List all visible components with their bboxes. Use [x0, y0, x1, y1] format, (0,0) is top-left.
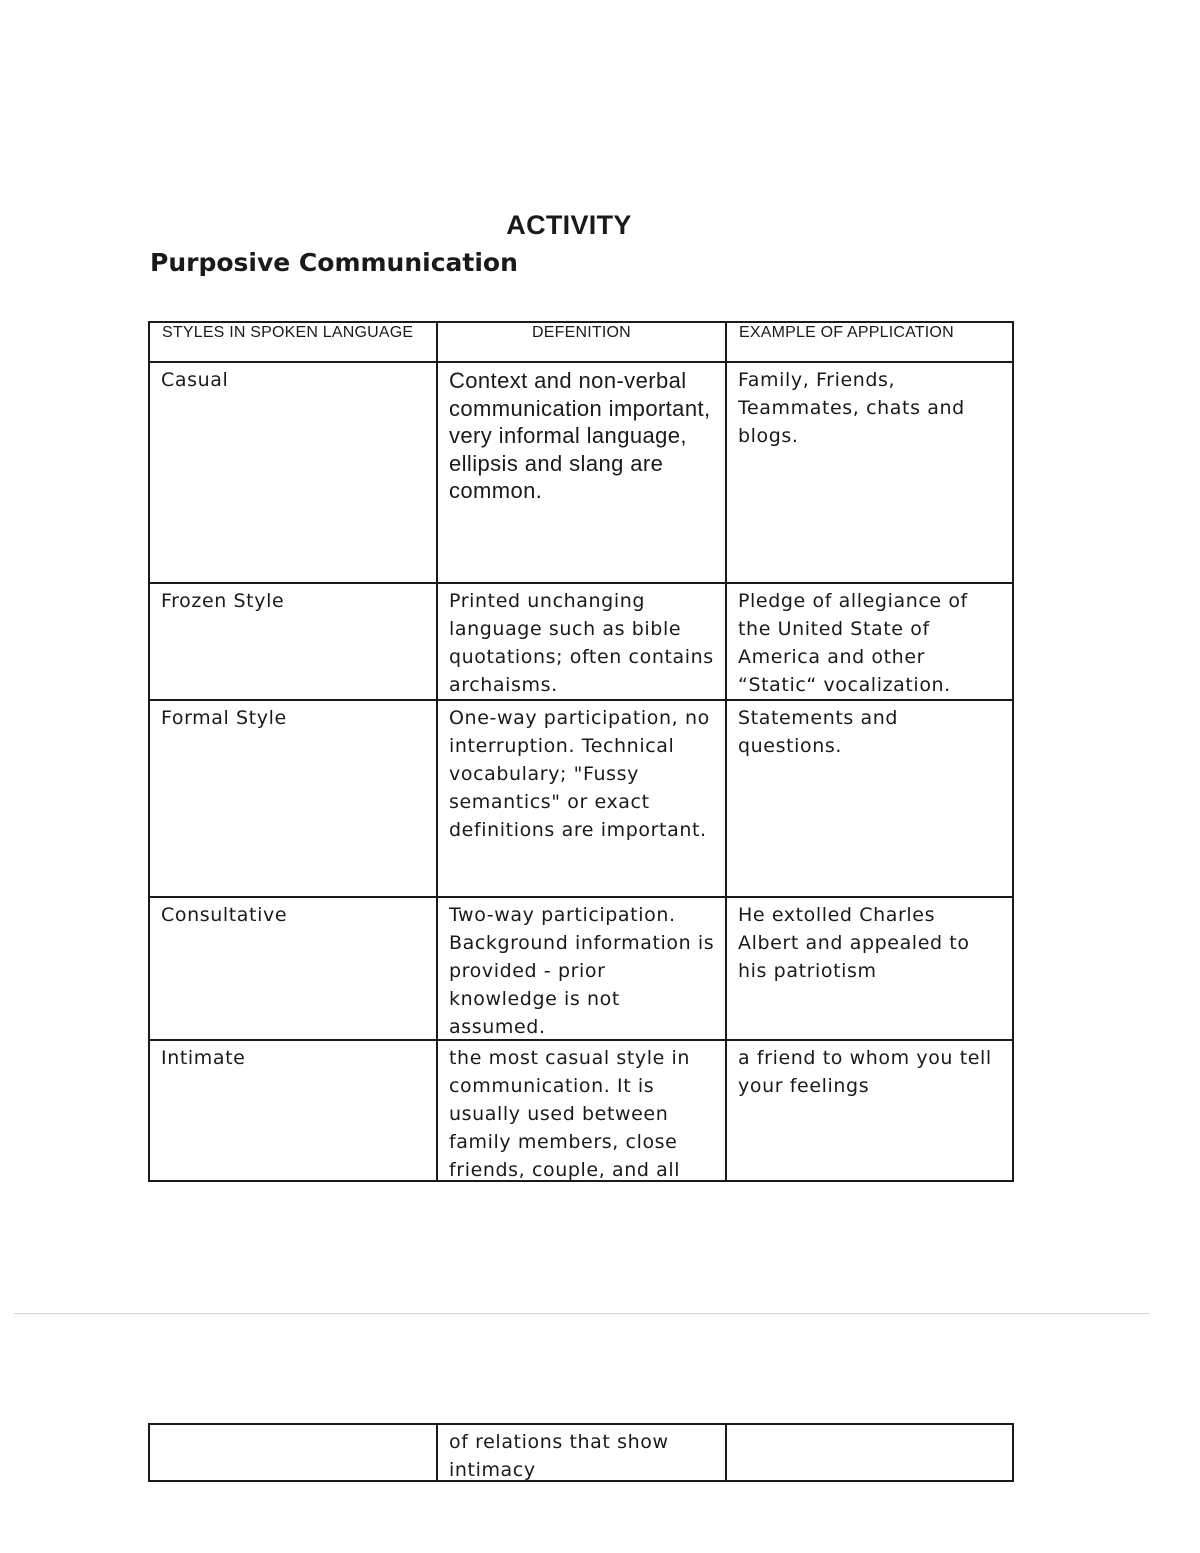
example-text: Pledge of allegiance of the United State of America and other “Static“ vocalization.: [738, 590, 968, 696]
style-cell: [149, 1040, 437, 1181]
definition-text: of relations that show intimacy: [449, 1431, 669, 1480]
definition-text: the most casual style in communication. It is usually used between family members, close friends, couple, and all: [449, 1047, 691, 1180]
style-cell: [149, 1424, 437, 1481]
style-name: Formal Style: [161, 707, 287, 729]
style-name: Casual: [161, 369, 229, 391]
header-definition: [437, 322, 726, 362]
example-cell: [726, 583, 1013, 700]
example-text: He extolled Charles Albert and appealed to his patriotism: [738, 904, 970, 982]
header-styles-label: STYLES IN SPOKEN LANGUAGE: [162, 324, 414, 341]
example-text: [727, 1425, 1012, 1428]
style-name: Consultative: [161, 904, 288, 926]
definition-text: One-way participation, no interruption. Technical vocabulary; "Fussy semantics" or exact definitions are important.: [449, 707, 710, 841]
example-text: Statements and questions.: [738, 707, 899, 757]
header-definition-label: DEFENITION: [532, 324, 631, 341]
page-divider: [14, 1313, 1150, 1314]
example-text: Family, Friends, Teammates, chats and blogs.: [738, 369, 965, 447]
header-example-label: EXAMPLE OF APPLICATION: [739, 324, 954, 341]
speech-styles-table-continued: [148, 1423, 1014, 1482]
table-row: [149, 1424, 1013, 1481]
example-cell: [726, 1040, 1013, 1181]
table-row: [149, 362, 1013, 583]
header-styles: [149, 322, 437, 362]
example-cell: [726, 1424, 1013, 1481]
example-cell: [726, 897, 1013, 1040]
table-header-row: [149, 322, 1013, 362]
style-cell: [149, 362, 437, 583]
speech-styles-table: [148, 321, 1014, 1182]
style-name: Intimate: [161, 1047, 246, 1069]
definition-cell: [437, 1424, 726, 1481]
style-name: Frozen Style: [161, 590, 285, 612]
definition-text: Two-way participation. Background information is provided - prior knowledge is not assumed.: [449, 904, 715, 1038]
definition-text: Printed unchanging language such as bible quotations; often contains archaisms.: [449, 590, 714, 696]
document-title: ACTIVITY: [506, 210, 632, 240]
header-example: [726, 322, 1013, 362]
example-cell: [726, 362, 1013, 583]
document-subtitle: Purposive Communication: [150, 248, 518, 277]
definition-cell: [437, 1040, 726, 1181]
style-name: [150, 1425, 436, 1428]
definition-cell: [437, 362, 726, 583]
definition-cell: [437, 583, 726, 700]
table-row: [149, 1040, 1013, 1181]
table-row: [149, 583, 1013, 700]
style-cell: [149, 700, 437, 897]
style-cell: [149, 583, 437, 700]
definition-cell: [437, 700, 726, 897]
style-cell: [149, 897, 437, 1040]
definition-cell: [437, 897, 726, 1040]
example-cell: [726, 700, 1013, 897]
example-text: a friend to whom you tell your feelings: [738, 1047, 992, 1097]
table-row: [149, 700, 1013, 897]
definition-text: Context and non-verbal communication important, very informal language, ellipsis and slang are common.: [449, 368, 711, 503]
table-row: [149, 897, 1013, 1040]
